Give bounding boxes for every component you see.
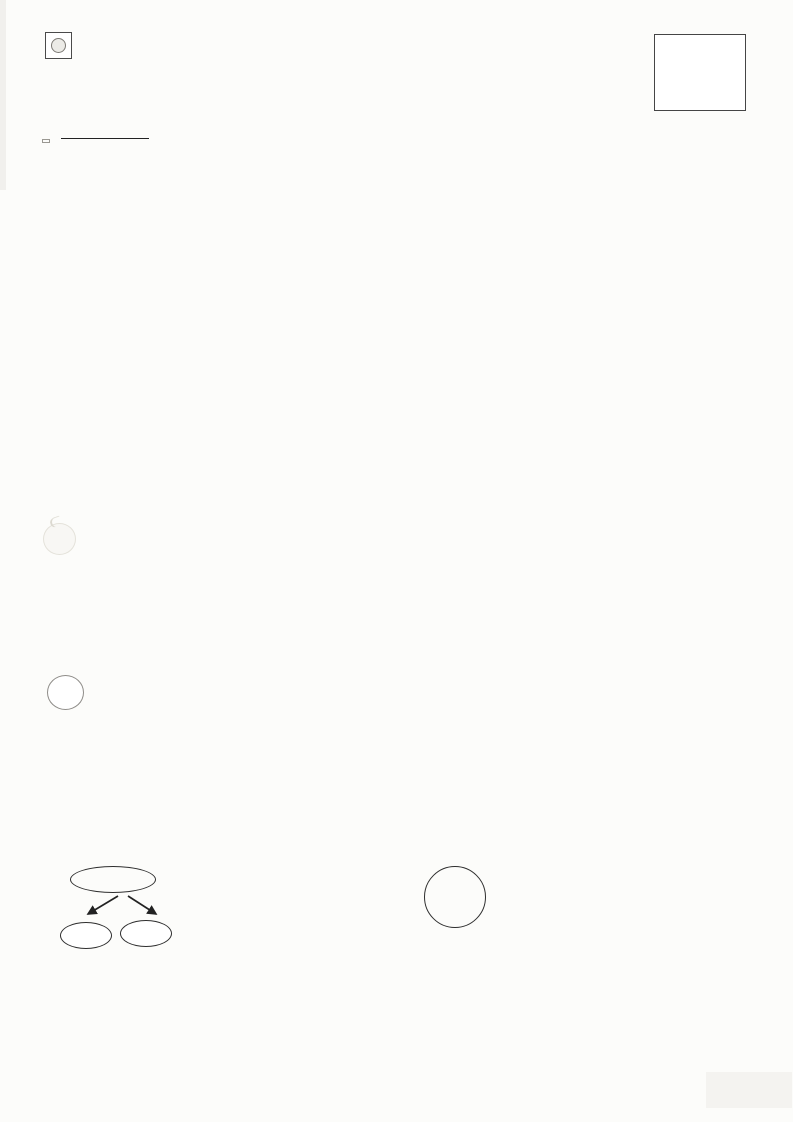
s4-q3-equations [0,1054,793,1106]
fill-operator-row [65,720,793,776]
new-angle-badge [40,139,50,143]
question-5-option-1 [62,191,793,230]
question-4-block [0,24,793,101]
circle-in-box-icon [45,32,72,59]
section-4-block [0,826,793,1106]
question-4-option-1 [65,71,305,101]
s3-q1-title [38,346,793,386]
fill-operator-row [65,776,793,832]
scan-artifact [706,1072,792,1108]
s3-q3-title [38,670,793,720]
picture-problems-row [38,864,793,964]
section-4-heading [20,826,793,864]
covered-number-row [58,617,793,670]
badge-label-text [42,139,50,143]
arithmetic-row [65,428,793,470]
six-dots-oval [70,866,156,893]
arithmetic-row [65,386,793,428]
question-5-prompt-line2 [62,152,793,191]
s3-q2-title [38,512,793,564]
section-3-heading [20,308,793,346]
question-5-block [0,112,793,308]
arithmetic-row [65,470,793,512]
s4-q3 [38,968,793,1042]
section-3-block [0,308,793,832]
circled-triangle-group [424,866,486,928]
s4-q2 [406,864,793,964]
question-5-prompt-line1 [38,112,793,152]
covered-number-row [58,564,793,617]
empty-oval [120,920,172,947]
question-5-option-3 [62,269,793,308]
peach-cover-shape [43,517,76,555]
circle-count-grid [654,34,746,111]
split-arrows-icon [68,894,160,920]
s4-q1 [38,864,406,964]
question-5-option-2 [62,230,793,269]
question-4-option-2 [305,71,543,101]
operator-circle [47,675,84,710]
empty-oval [60,922,112,949]
fill-in-blank-line [61,138,149,139]
